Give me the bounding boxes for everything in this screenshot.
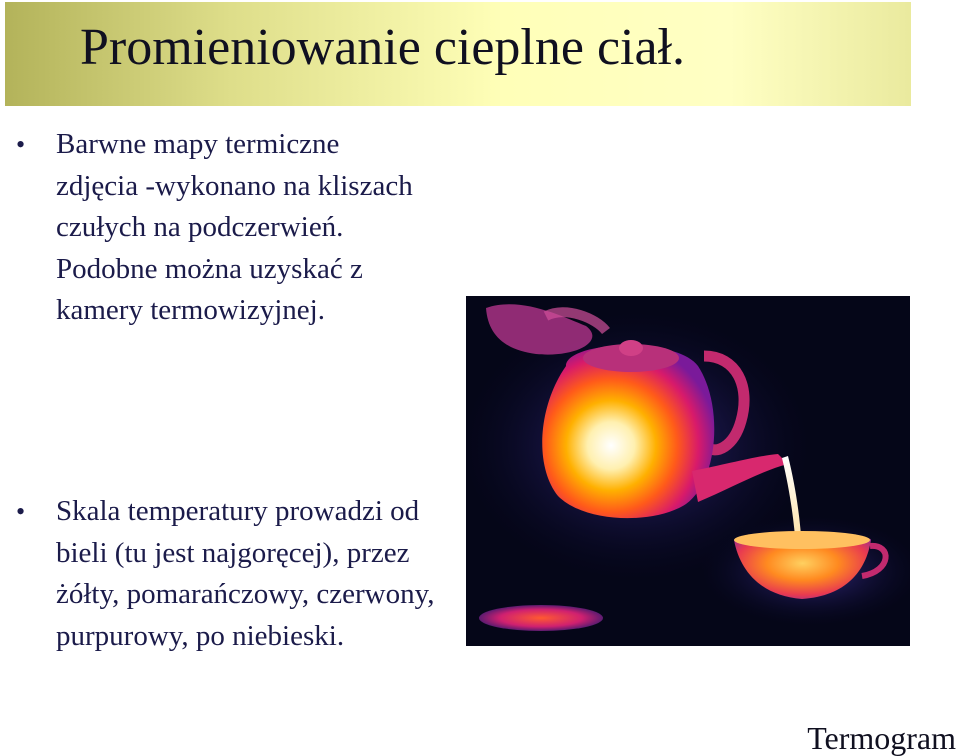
bullet-item-temperature-scale — [16, 491, 436, 657]
bullet-text: Barwne mapy termiczne zdjęcia -wykonano na kliszach czułych na podczerwień. Podobne można uzyskać z kamery termowizyjnej. — [56, 128, 413, 326]
bullet-item-thermal-maps — [16, 124, 426, 332]
image-caption: Termogram — [807, 720, 956, 756]
thermogram-teapot-illustration — [466, 296, 910, 646]
bullet-dot: • — [16, 130, 26, 159]
thermogram-image — [466, 296, 910, 646]
page-title: Promieniowanie cieplne ciał. — [80, 19, 686, 76]
bullet-text: Skala temperatury prowadzi od bieli (tu jest najgoręcej), przez żółty, pomarańczowy, czerwony, purpurowy, po niebieski. — [56, 495, 435, 652]
bullet-dot: • — [16, 497, 26, 526]
